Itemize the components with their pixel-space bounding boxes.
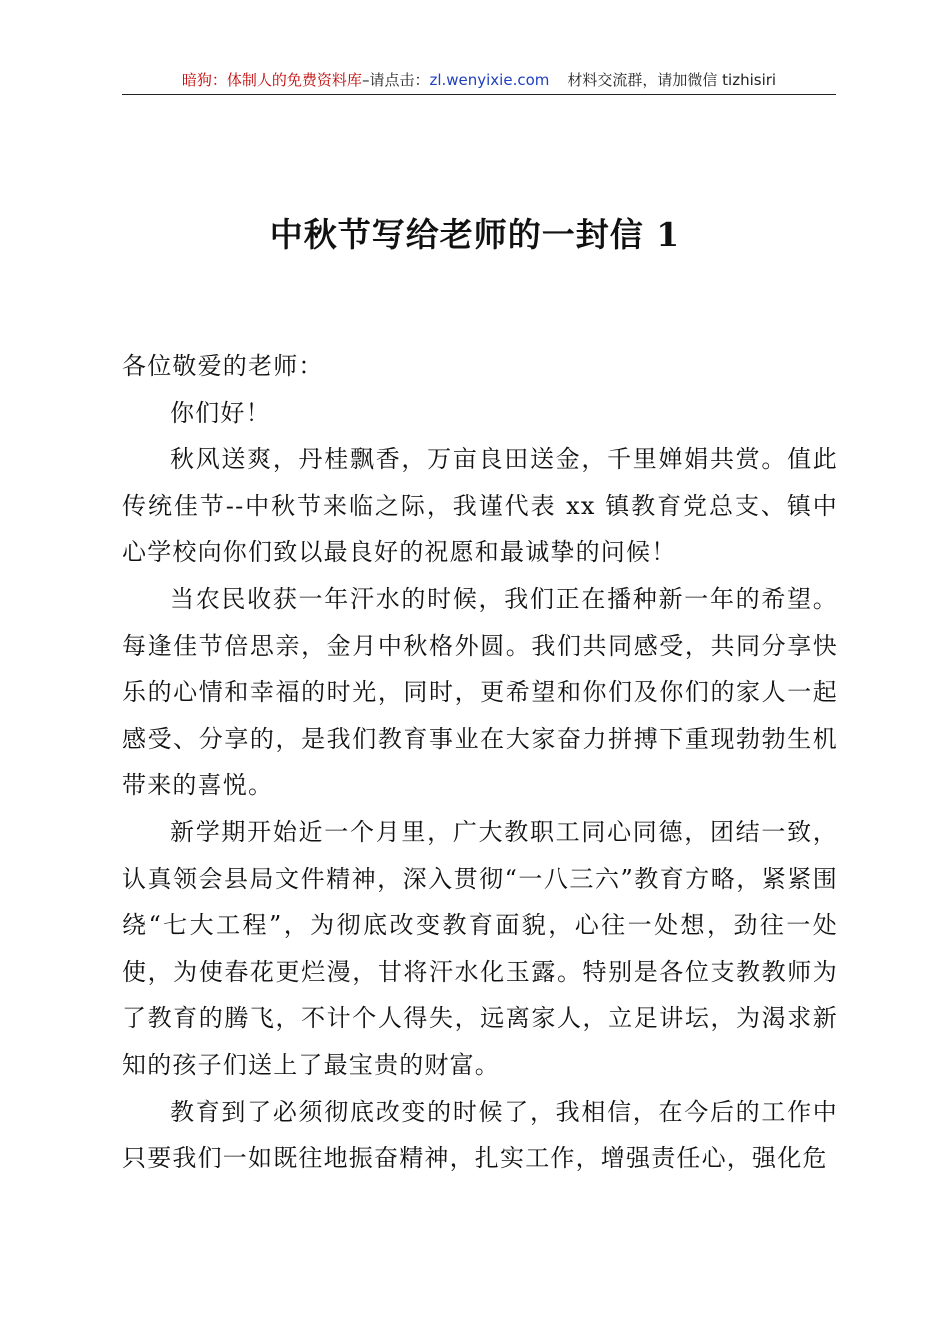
letter-paragraph: 教育到了必须彻底改变的时候了，我相信，在今后的工作中只要我们一如既往地振奋精神，扎实工作，增强责任心，强化危 xyxy=(122,1097,838,1173)
header-url-link[interactable]: zl.wenyixie.com xyxy=(429,71,550,89)
letter-paragraph: 秋风送爽，丹桂飘香，万亩良田送金，千里婵娟共赏。值此传统佳节--中秋节来临之际，我谨代表 xx 镇教育党总支、镇中心学校向你们致以最良好的祝愿和最诚挚的问候！ xyxy=(122,445,838,567)
header-link-prefix: –请点击： xyxy=(361,71,430,89)
letter-salutation: 各位敬爱的老师： xyxy=(122,352,324,380)
letter-body xyxy=(122,343,838,1182)
letter-paragraph: 当农民收获一年汗水的时候，我们正在播种新一年的希望。每逢佳节倍思亲，金月中秋格外圆。我们共同感受，共同分享快乐的心情和幸福的时光，同时，更希望和你们及你们的家人一起感受、分享的，是我们教育事业在大家奋力拼搏下重现勃勃生机带来的喜悦。 xyxy=(122,584,838,800)
header-brand: 暗狗：体制人的免费资料库 xyxy=(181,71,362,89)
document-title: 中秋节写给老师的一封信 1 xyxy=(269,215,681,254)
header-contact: 材料交流群，请加微信 tizhisiri xyxy=(567,71,777,89)
letter-paragraph: 新学期开始近一个月里，广大教职工同心同德，团结一致，认真领会县局文件精神，深入贯彻“一八三六”教育方略，紧紧围绕“七大工程”，为彻底改变教育面貌，心往一处想，劲往一处使，为使春花更烂漫，甘将汗水化玉露。特别是各位支教教师为了教育的腾飞，不计个人得失，远离家人，立足讲坛，为渴求新知的孩子们送上了最宝贵的财富。 xyxy=(122,817,838,1079)
letter-greeting: 你们好！ xyxy=(170,398,271,427)
page-header xyxy=(122,70,836,95)
